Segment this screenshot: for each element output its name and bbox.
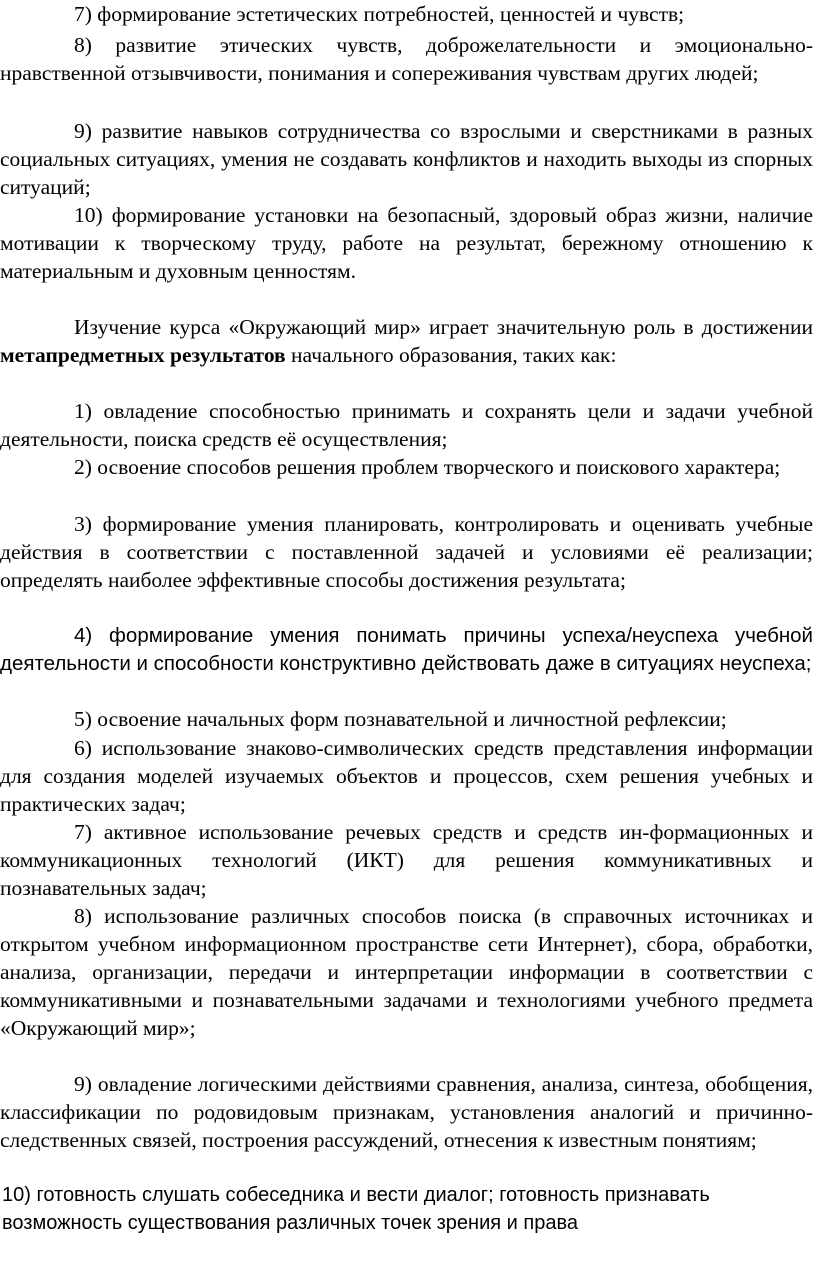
personal-result-7: 7) формирование эстетических потребностей, ценностей и чувств; xyxy=(74,2,685,26)
meta-result-3: 3) формирование умения планировать, контролировать и оценивать учебные действия в соответствии с поставленной задачей и условиями её реализации; определять наиболее эффективные способы достижения результата; xyxy=(0,512,813,592)
intro-text-after: начального образования, таких как: xyxy=(285,343,617,367)
meta-result-4: 4) формирование умения понимать причины успеха/неуспеха учебной деятельности и способности конструктивно действовать даже в ситуациях неуспеха; xyxy=(0,624,813,675)
intro-bold-term: метапредметных результатов xyxy=(0,343,286,367)
intro-text-before: Изучение курса «Окружающий мир» играет значительную роль в достижении xyxy=(74,315,813,339)
meta-result-2: 2) освоение способов решения проблем творческого и поискового характера; xyxy=(74,455,781,479)
meta-result-10: 10) готовность слушать собеседника и вести диалог; готовность признавать возможность существования различных точек зрения и права xyxy=(2,1184,710,1234)
meta-result-7: 7) активное использование речевых средств и средств ин-формационных и коммуникационных технологий (ИКТ) для решения коммуникативных и познавательных задач; xyxy=(0,820,813,900)
meta-result-5: 5) освоение начальных форм познавательной и личностной рефлексии; xyxy=(74,707,727,731)
personal-result-9: 9) развитие навыков сотрудничества со взрослыми и сверстниками в разных социальных ситуациях, умения не создавать конфликтов и находить выходы из спорных ситуаций; xyxy=(0,119,813,199)
meta-result-1: 1) овладение способностью принимать и сохранять цели и задачи учебной деятельности, поиска средств её осуществления; xyxy=(0,399,813,451)
meta-result-9: 9) овладение логическими действиями сравнения, анализа, синтеза, обобщения, классификации по родовидовым признакам, установления аналогий и причинно-следственных связей, построения рассуждений, отнесения к известным понятиям; xyxy=(0,1072,813,1152)
meta-result-6: 6) использование знаково-символических средств представления информации для создания моделей изучаемых объектов и процессов, схем решения учебных и практических задач; xyxy=(0,736,813,816)
personal-result-8: 8) развитие этических чувств, доброжелательности и эмоционально-нравственной отзывчивости, понимания и сопереживания чувствам других людей; xyxy=(0,33,813,85)
personal-result-10: 10) формирование установки на безопасный, здоровый образ жизни, наличие мотивации к творческому труду, работе на результат, бережному отношению к материальным и духовным ценностям. xyxy=(0,203,813,283)
metasubject-intro xyxy=(0,313,816,369)
meta-result-8: 8) использование различных способов поиска (в справочных источниках и открытом учебном информационном пространстве сети Интернет), сбора, обработки, анализа, организации, передачи и интерпретации информации в соответствии с коммуникативными и познавательными задачами и технологиями учебного предмета «Окружающий мир»; xyxy=(0,904,813,1040)
